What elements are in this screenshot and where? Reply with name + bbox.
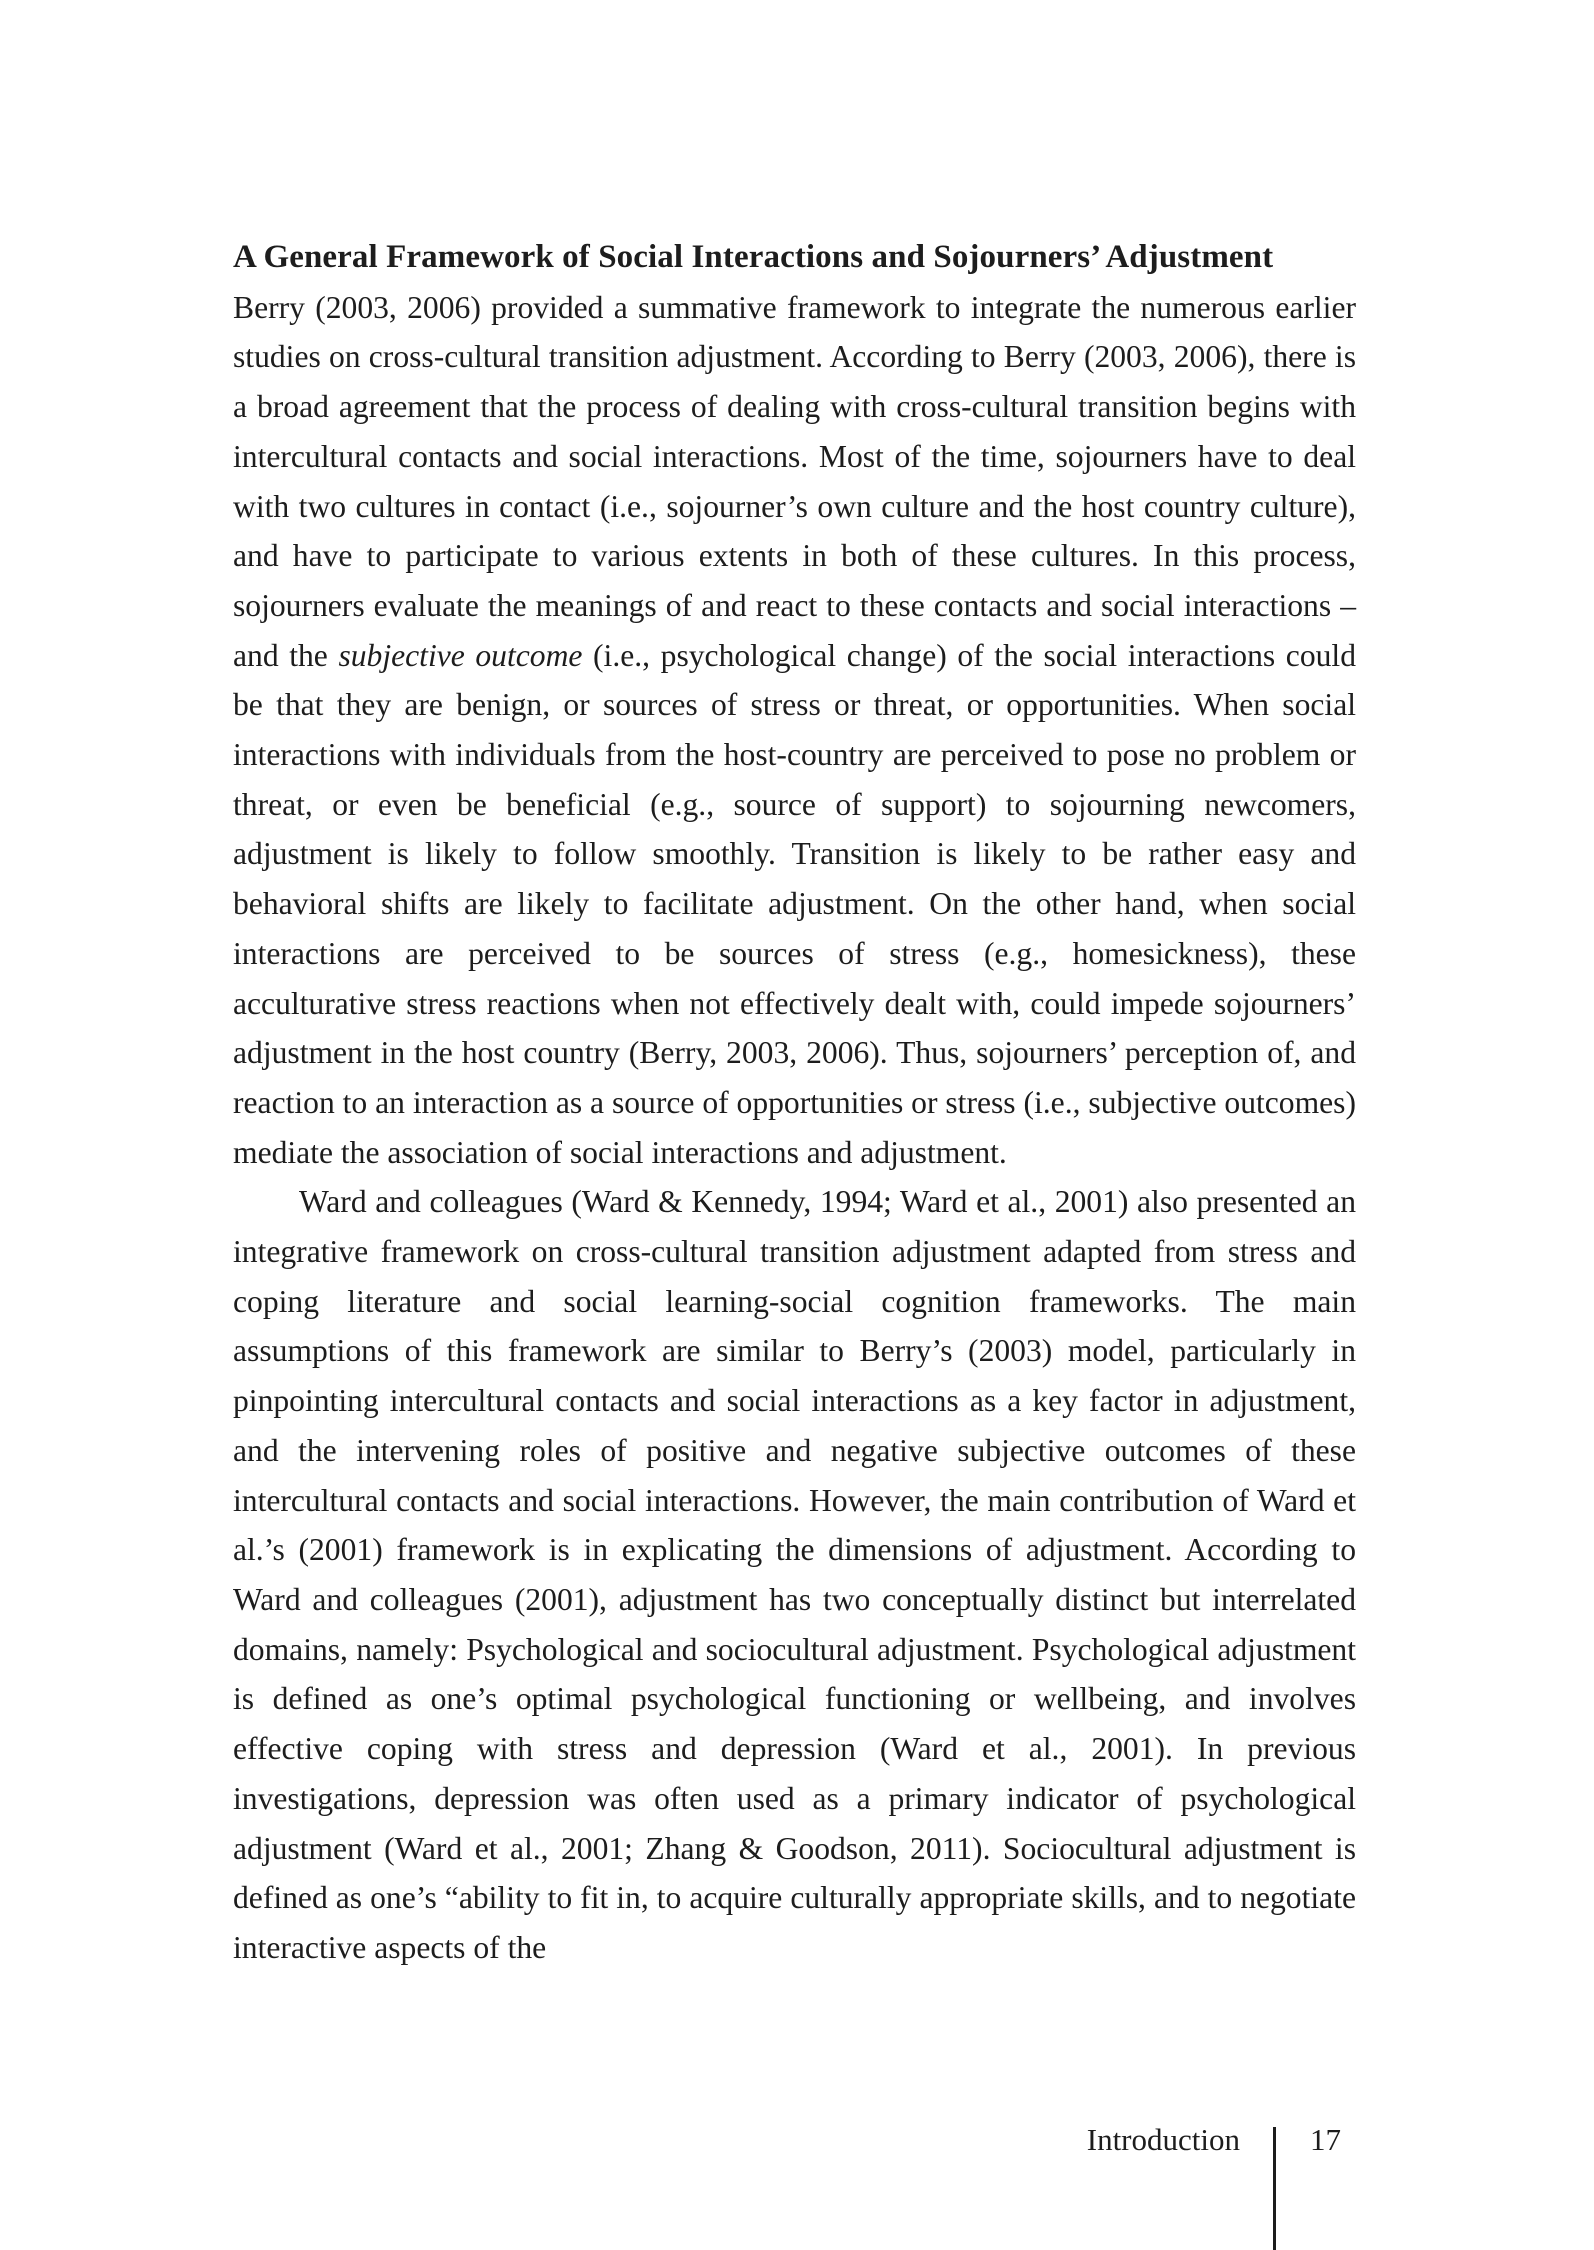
paragraph-1 bbox=[233, 283, 1356, 1178]
paragraph-1-text-a: Berry (2003, 2006) provided a summative framework to integrate the numerous earlier studies on cross-cultural transition adjustment. According to Berry (2003, 2006), there is a broad agreement that the process of dealing with cross-cultural transition begins with intercultural contacts and social interactions. Most of the time, sojourners have to deal with two cultures in contact (i.e., sojourner’s own culture and the host country culture), and have to participate to various extents in both of these cultures. In this process, sojourners evaluate the meanings of and react to these contacts and social interactions – and the bbox=[233, 289, 1356, 673]
page-body bbox=[233, 233, 1356, 1973]
paragraph-1-italic-term: subjective outcome bbox=[338, 637, 583, 673]
paragraph-1-text-b: (i.e., psychological change) of the social interactions could be that they are benign, or sources of stress or threat, or opportunities. When social interactions with individuals from the host-country are perceived to pose no problem or threat, or even be beneficial (e.g., source of support) to sojourning newcomers, adjustment is likely to follow smoothly. Transition is likely to be rather easy and behavioral shifts are likely to facilitate adjustment. On the other hand, when social interactions are perceived to be sources of stress (e.g., homesickness), these acculturative stress reactions when not effectively dealt with, could impede sojourners’ adjustment in the host country (Berry, 2003, 2006). Thus, sojourners’ perception of, and reaction to an interaction as a source of opportunities or stress (i.e., subjective outcomes) mediate the association of social interactions and adjustment. bbox=[233, 637, 1356, 1170]
section-heading: A General Framework of Social Interactions and Sojourners’ Adjustment bbox=[233, 239, 1274, 275]
running-footer-section: Introduction bbox=[1086, 2122, 1240, 2157]
paragraph-2: Ward and colleagues (Ward & Kennedy, 1994; Ward et al., 2001) also presented an integrative framework on cross-cultural transition adjustment adapted from stress and coping literature and social learning-social cognition frameworks. The main assumptions of this framework are similar to Berry’s (2003) model, particularly in pinpointing intercultural contacts and social interactions as a key factor in adjustment, and the intervening roles of positive and negative subjective outcomes of these intercultural contacts and social interactions. However, the main contribution of Ward et al.’s (2001) framework is in explicating the dimensions of adjustment. According to Ward and colleagues (2001), adjustment has two conceptually distinct but interrelated domains, namely: Psychological and sociocultural adjustment. Psychological adjustment is defined as one’s optimal psychological functioning or wellbeing, and involves effective coping with stress and depression (Ward et al., 2001). In previous investigations, depression was often used as a primary indicator of psychological adjustment (Ward et al., 2001; Zhang & Goodson, 2011). Sociocultural adjustment is defined as one’s “ability to fit in, to acquire culturally appropriate skills, and to negotiate interactive aspects of the bbox=[233, 1184, 1356, 1965]
footer-divider bbox=[1273, 2127, 1276, 2250]
page-number: 17 bbox=[1310, 2122, 1341, 2157]
